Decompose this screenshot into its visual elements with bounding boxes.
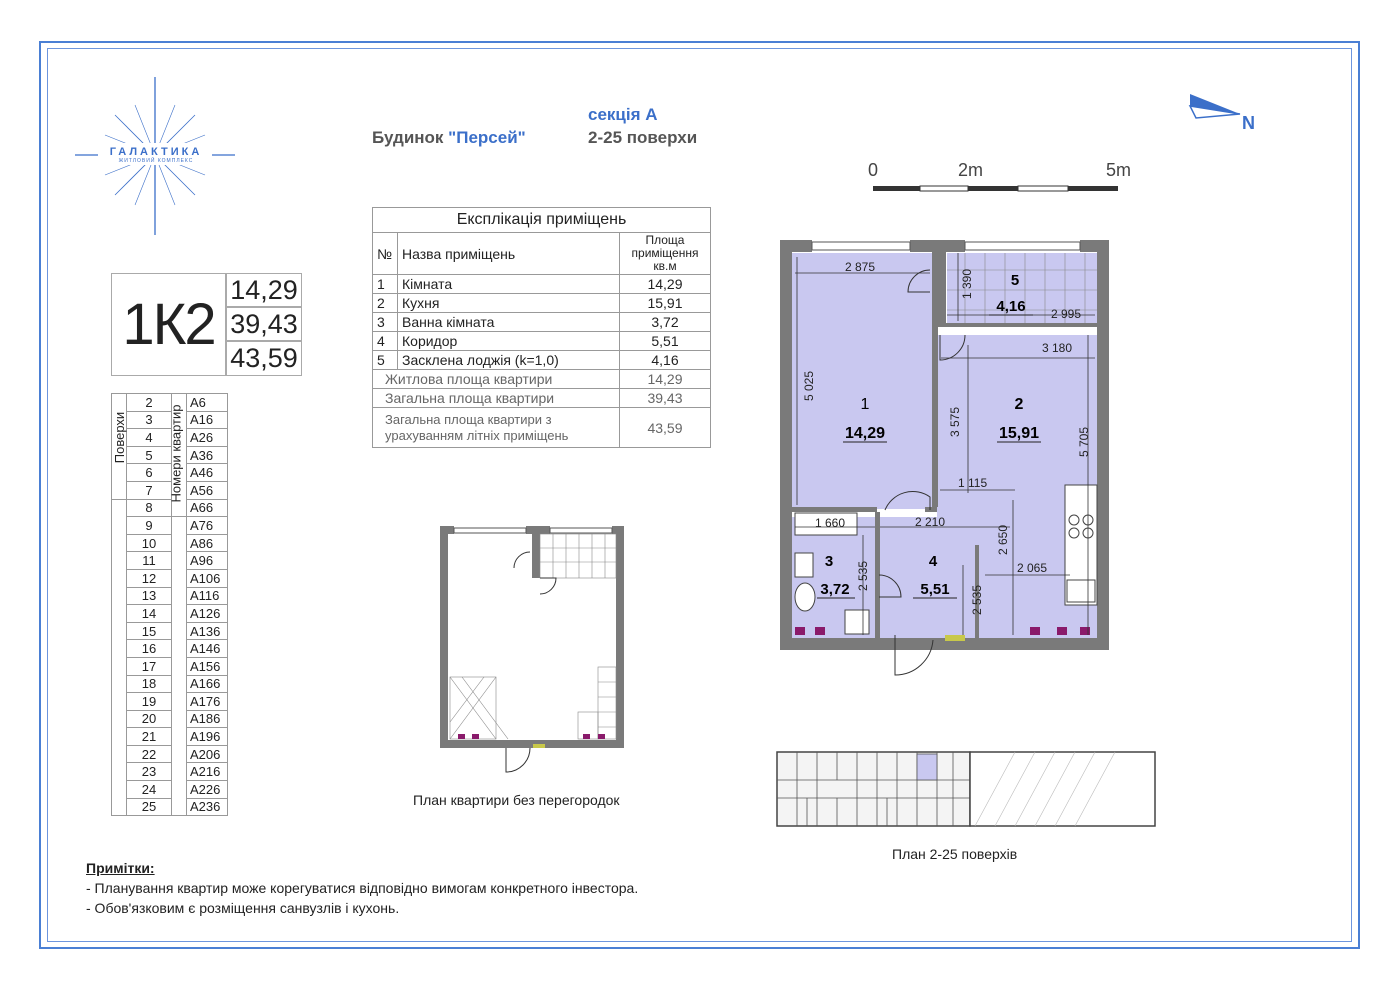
apartment-number: A36 [187,446,228,464]
plan-without-partitions [438,522,628,777]
dim-label: 3 575 [948,406,962,437]
dim-label: 1 390 [960,268,974,299]
floor-number: 2 [127,394,172,412]
room-3-area: 3,72 [820,581,850,598]
apartment-number: A16 [187,411,228,429]
table-row [112,781,228,799]
total-name: Загальна площа квартири з урахуванням літніх приміщень [373,408,620,448]
room-5-number: 5 [1010,272,1020,289]
apartment-number: A226 [187,781,228,799]
floor-key-plan [775,750,1160,830]
total-row [373,370,711,389]
caption-no-partitions: План квартири без перегородок [413,792,620,808]
apartment-number: A26 [187,429,228,447]
apartment-number: A156 [187,657,228,675]
floors-spacer [112,499,127,816]
note-item: - Обов'язковим є розміщення санвузлів і кухонь. [86,900,400,916]
dim-label: 1 115 [958,476,988,490]
row-no: 3 [373,313,398,332]
dim-label: 2 535 [970,584,984,615]
floor-number: 13 [127,587,172,605]
dim-label: 2 875 [845,260,876,274]
row-no: 1 [373,275,398,294]
floor-number: 15 [127,622,172,640]
apartment-number: A176 [187,693,228,711]
building-name: "Персей" [448,128,526,147]
dim-label: 2 065 [1017,561,1048,575]
note-item: - Планування квартир може корегуватися відповідно вимогам конкретного інвестора. [86,880,639,896]
table-row [373,294,711,313]
dim-label: 2 650 [996,524,1010,555]
apartment-number: A186 [187,710,228,728]
apartment-number: A46 [187,464,228,482]
floor-number: 25 [127,798,172,816]
apartment-number: A166 [187,675,228,693]
apartment-number: A66 [187,499,228,517]
building-title [372,128,526,148]
table-row [373,351,711,370]
room-5-area: 4,16 [996,298,1026,315]
total-area-value: 14,29 [620,370,711,389]
room-4-number: 4 [928,553,938,570]
explication-title: Експлікація приміщень [373,208,711,233]
room-4-fill [879,517,977,640]
floor-number: 12 [127,569,172,587]
caption-floor-plan: План 2-25 поверхів [892,846,1018,862]
row-no: 2 [373,294,398,313]
explication-table [372,207,711,448]
dim-label: 3 180 [1042,341,1073,355]
apartment-number: A236 [187,798,228,816]
table-row [112,640,228,658]
total-area-value: 43,59 [620,408,711,448]
room-2-area: 15,91 [998,425,1040,442]
total-name: Житлова площа квартири [373,370,620,389]
room-3-number: 3 [824,553,834,570]
floor-number: 14 [127,605,172,623]
highlighted-apartment [917,754,937,780]
section-label: секція А [588,105,658,124]
floor-number: 21 [127,728,172,746]
apartment-number: A86 [187,534,228,552]
dim-label: 2 535 [856,560,870,591]
table-row [112,552,228,570]
apartment-plan [775,235,1115,710]
room-4-area: 5,51 [920,581,950,598]
table-row [112,745,228,763]
table-row [112,728,228,746]
room-2-number: 2 [1014,396,1024,413]
total-row [373,389,711,408]
dim-label: 2 210 [915,515,946,529]
row-name: Кімната [398,275,620,294]
table-row [373,332,711,351]
apts-spacer [172,517,187,816]
table-row [112,587,228,605]
scale-label-0: 0 [868,160,879,180]
row-name: Засклена лоджія (k=1,0) [398,351,620,370]
table-row [112,569,228,587]
table-row [112,798,228,816]
floor-number: 16 [127,640,172,658]
col-name-header: Назва приміщень [398,233,620,275]
total-name: Загальна площа квартири [373,389,620,408]
table-row [112,763,228,781]
row-name: Кухня [398,294,620,313]
apartment-number: A56 [187,481,228,499]
floors-header-label: Поверхи [112,411,128,464]
floor-number: 5 [127,446,172,464]
floors-label: 2-25 поверхи [588,128,698,147]
apartment-number: A216 [187,763,228,781]
table-row [373,275,711,294]
apartment-code: 1К2 [111,273,226,376]
apartment-number: A126 [187,605,228,623]
dim-label: 5 705 [1077,426,1091,457]
table-row [112,517,228,535]
row-no: 4 [373,332,398,351]
apts-header [168,394,187,517]
floors-header [112,394,127,500]
floor-number: 11 [127,552,172,570]
apartment-number: A146 [187,640,228,658]
floor-number: 22 [127,745,172,763]
total-row [373,408,711,448]
floor-number: 18 [127,675,172,693]
table-row [112,657,228,675]
scale-label-5m: 5m [1106,160,1132,180]
floor-number: 3 [127,411,172,429]
floor-number: 7 [127,481,172,499]
floor-number: 17 [127,657,172,675]
floor-number: 19 [127,693,172,711]
building-prefix: Будинок [372,128,444,147]
floor-number: 10 [127,534,172,552]
row-area: 15,91 [620,294,711,313]
total-area-value: 39,43 [620,389,711,408]
apartment-number: A106 [187,569,228,587]
apartment-number: A76 [187,517,228,535]
compass-arrow-icon [1188,92,1268,137]
room-1-area: 14,29 [844,425,886,442]
floor-number: 24 [127,781,172,799]
dim-label: 2 995 [1051,307,1082,321]
col-no-header: № [373,233,398,275]
table-row [112,675,228,693]
room-1-number: 1 [860,396,870,413]
logo-subtitle: ЖИТЛОВИЙ КОМПЛЕКС [118,158,194,164]
floor-number: 6 [127,464,172,482]
dim-label: 1 660 [815,516,846,530]
apartment-number: A6 [187,394,228,412]
apartment-number: A206 [187,745,228,763]
total-area-summer: 43,59 [226,341,302,376]
floor-numbers-table [111,393,228,816]
living-area: 14,29 [226,273,302,307]
floor-number: 4 [127,429,172,447]
floor-number: 20 [127,710,172,728]
row-area: 3,72 [620,313,711,332]
table-row [112,534,228,552]
dim-label: 5 025 [802,370,816,401]
row-no: 5 [373,351,398,370]
row-name: Ванна кімната [398,313,620,332]
row-area: 4,16 [620,351,711,370]
apartment-number: A116 [187,587,228,605]
table-row [112,605,228,623]
table-row [112,622,228,640]
table-row [112,693,228,711]
row-name: Коридор [398,332,620,351]
table-row [373,313,711,332]
compass-north-label: N [1242,113,1255,133]
table-row [112,394,228,412]
apartment-number: A196 [187,728,228,746]
row-area: 5,51 [620,332,711,351]
apts-header-label: Номери квартир [168,404,184,503]
logo-name: ГАЛАКТИКА [109,146,203,158]
floor-number: 9 [127,517,172,535]
apartment-number: A96 [187,552,228,570]
scale-label-2m: 2m [958,160,984,180]
row-area: 14,29 [620,275,711,294]
notes [86,858,638,918]
scale-bar [873,185,1123,193]
col-area-header: Площа приміщення кв.м [620,233,711,275]
total-area: 39,43 [226,307,302,341]
floor-number: 8 [127,499,172,517]
apartment-number: A136 [187,622,228,640]
floor-number: 23 [127,763,172,781]
notes-title: Примітки: [86,860,155,876]
table-row [112,710,228,728]
